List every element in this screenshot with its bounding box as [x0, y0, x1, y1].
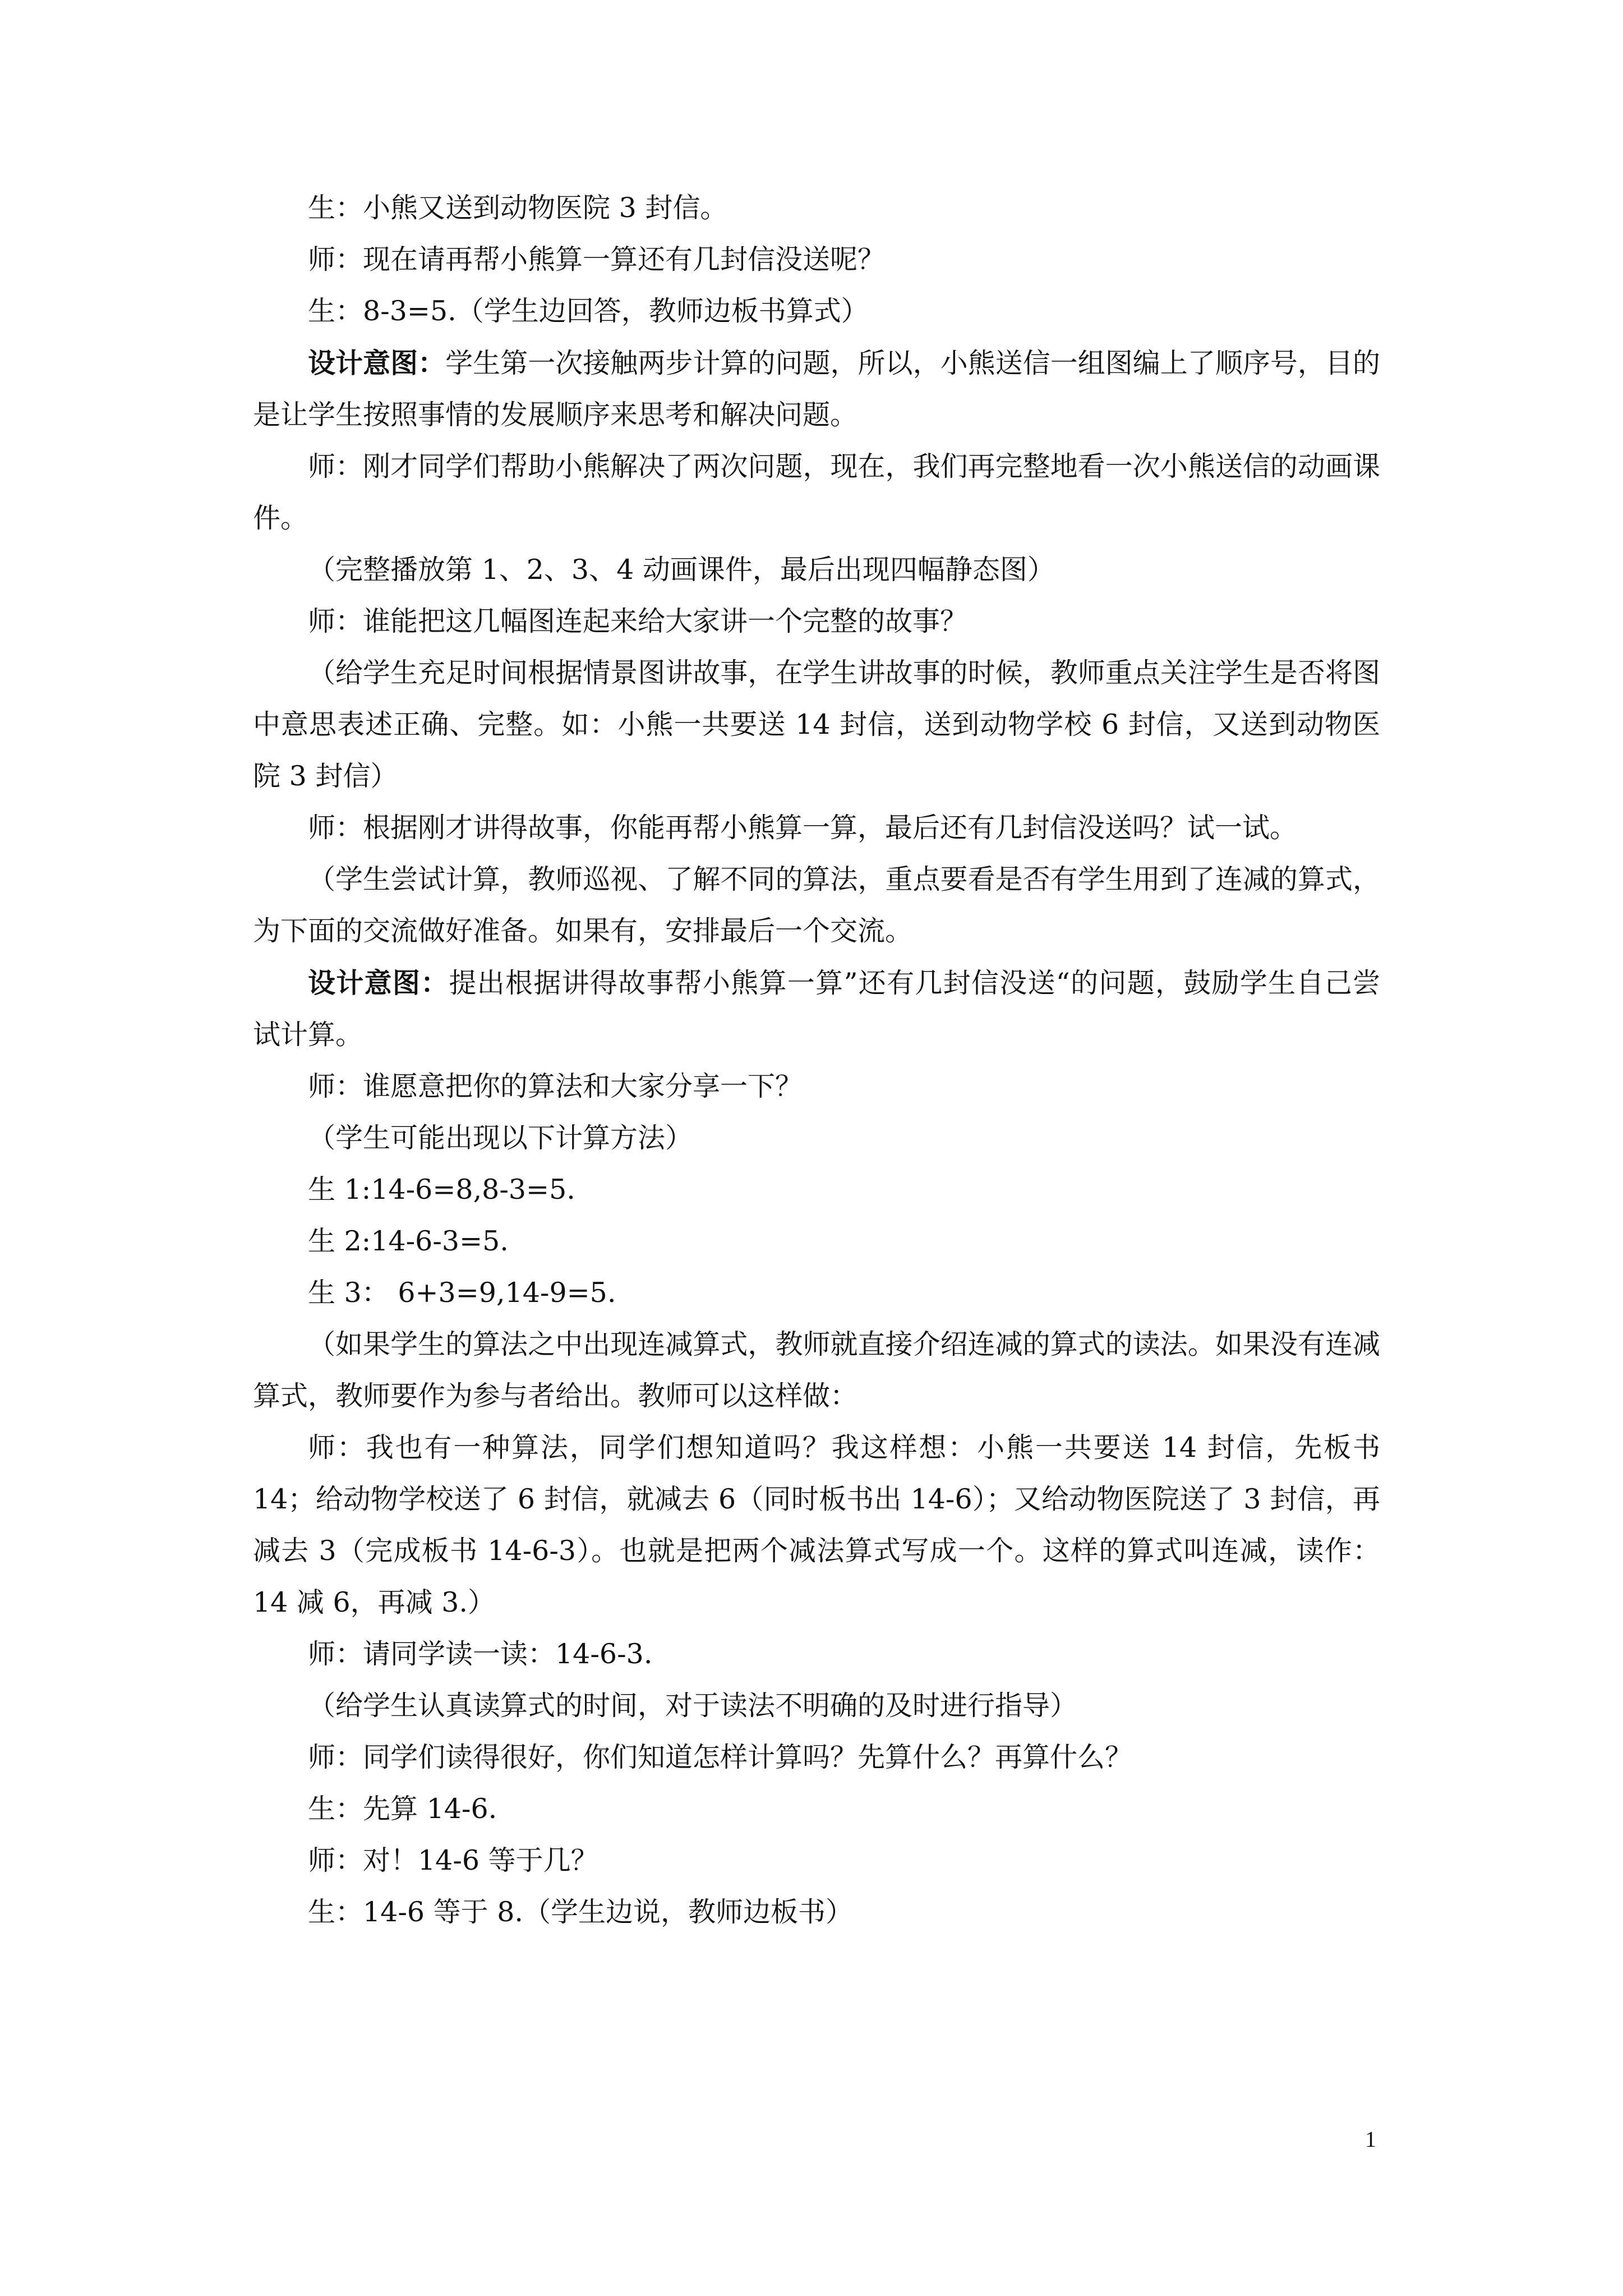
paragraph: 生：14-6 等于 8.（学生边说，教师边板书）	[308, 1896, 853, 1928]
paragraph: 师：对！14-6 等于几？	[308, 1844, 598, 1876]
paragraph: 生 3： 6+3=9,14-9=5.	[308, 1277, 616, 1309]
paragraph: 生 2:14-6-3=5.	[308, 1225, 509, 1257]
paragraph: 生：8-3=5.（学生边回答，教师边板书算式）	[308, 295, 869, 327]
paragraph: 师：刚才同学们帮助小熊解决了两次问题，现在，我们再完整地看一次小熊送信的动画课件。	[253, 450, 1380, 534]
paragraph: 师：根据刚才讲得故事，你能再帮小熊算一算，最后还有几封信没送吗？试一试。	[308, 812, 1298, 844]
paragraph: 师：我也有一种算法，同学们想知道吗？我这样想：小熊一共要送 14 封信，先板书 14；给动物学校送了 6 封信，就减去 6（同时板书出 14-6）；又给动物医院送了 3 封信，再减去 3（完成板书 14-6-3）。也就是把两个减法算式写成一个。这样的算式叫连减，读作：14 减 6，再减 3.）	[253, 1432, 1380, 1618]
paragraph: 师：谁能把这几幅图连起来给大家讲一个完整的故事？	[308, 605, 968, 637]
paragraph: 生 1:14-6=8,8-3=5.	[308, 1174, 575, 1205]
paragraph: 生：小熊又送到动物医院 3 封信。	[308, 192, 728, 224]
design-intent-label: 设计意图：	[308, 967, 449, 999]
paragraph: （如果学生的算法之中出现连减算式，教师就直接介绍连减的算式的读法。如果没有连减算式，教师要作为参与者给出。教师可以这样做：	[253, 1328, 1380, 1412]
paragraph: （学生可能出现以下计算方法）	[308, 1122, 693, 1154]
paragraph: 生：先算 14-6.	[308, 1793, 497, 1825]
paragraph: （学生尝试计算，教师巡视、了解不同的算法，重点要看是否有学生用到了连减的算式，为下面的交流做好准备。如果有，安排最后一个交流。	[253, 863, 1380, 947]
paragraph: （给学生认真读算式的时间，对于读法不明确的及时进行指导）	[308, 1690, 1078, 1722]
paragraph: （给学生充足时间根据情景图讲故事，在学生讲故事的时候，教师重点关注学生是否将图中意思表述正确、完整。如：小熊一共要送 14 封信，送到动物学校 6 封信，又送到动物医院 3 封信）	[253, 657, 1380, 792]
paragraph: 师：同学们读得很好，你们知道怎样计算吗？先算什么？再算什么？	[308, 1741, 1133, 1773]
document-body	[253, 182, 1380, 1938]
design-intent-paragraph: 设计意图：提出根据讲得故事帮小熊算一算”还有几封信没送“的问题，鼓励学生自己尝试计算。	[253, 967, 1380, 1051]
paragraph: （完整播放第 1、2、3、4 动画课件，最后出现四幅静态图）	[308, 554, 1055, 586]
design-intent-paragraph: 设计意图：学生第一次接触两步计算的问题，所以，小熊送信一组图编上了顺序号，目的是让学生按照事情的发展顺序来思考和解决问题。	[253, 347, 1380, 431]
page-number: 1	[1365, 2127, 1376, 2152]
design-intent-label: 设计意图：	[308, 347, 446, 379]
paragraph: 师：现在请再帮小熊算一算还有几封信没送呢？	[308, 243, 886, 275]
paragraph: 师：请同学读一读：14-6-3.	[308, 1638, 653, 1670]
paragraph: 师：谁愿意把你的算法和大家分享一下？	[308, 1070, 803, 1102]
